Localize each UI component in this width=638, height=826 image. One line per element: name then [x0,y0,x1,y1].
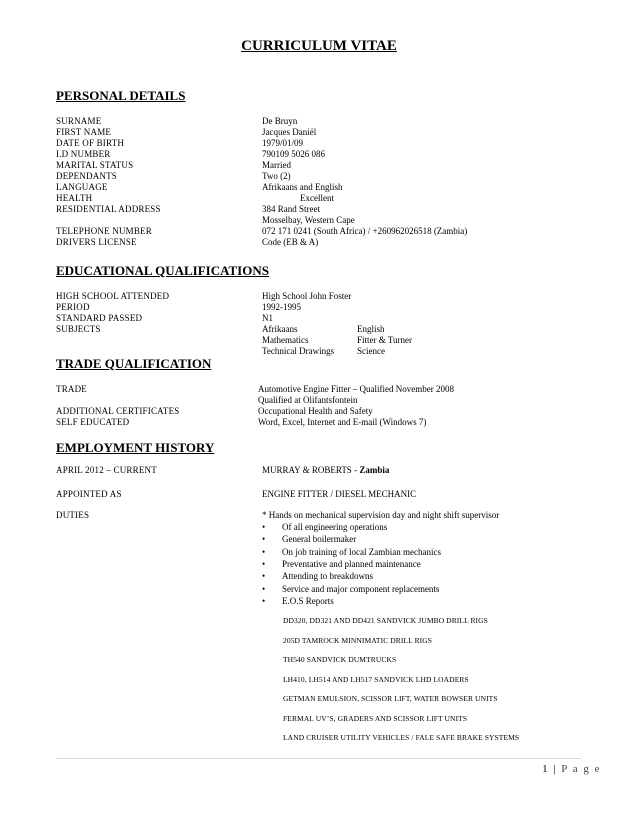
personal-row-label: DRIVERS LICENSE [56,237,137,247]
duty-text: Preventative and planned maintenance [282,558,421,569]
duty-text: Of all engineering operations [282,522,388,532]
duty-text: On job training of local Zambian mechanics [282,546,441,557]
education-row-label: SUBJECTS [56,324,101,334]
company-name: MURRAY & ROBERTS - [262,465,360,475]
duty-item [262,596,334,606]
footer-divider [56,758,581,759]
personal-row-label: LANGUAGE [56,182,108,192]
personal-row-value: 1979/01/09 [262,138,304,148]
personal-row-value: Jacques Daniël [262,127,317,137]
equipment-item: LAND CRUISER UTILITY VEHICLES / FALE SAFE BRAKE SYSTEMS [283,733,520,742]
bullet-icon: • [262,595,266,606]
education-row-value: 1992-1995 [262,302,301,312]
employment-company [262,465,389,475]
equipment-item: TH540 SANDVICK DUMTRUCKS [283,655,397,664]
personal-row-value: 790109 5026 086 [262,149,325,159]
page-number: 1 [542,763,550,775]
duty-item [262,547,441,557]
appointed-value: ENGINE FITTER / DIESEL MECHANIC [262,489,417,499]
personal-row-value: Excellent [300,193,334,203]
equipment-item: 205D TAMROCK MINNIMATIC DRILL RIGS [283,635,433,645]
education-row-label: STANDARD PASSED [56,313,143,323]
personal-row-label: I.D NUMBER [56,149,111,159]
personal-row-value: Mosselbay, Western Cape [262,215,355,225]
subject-science: Science [357,346,385,356]
bullet-icon: • [262,522,266,532]
page-word: P a g e [561,763,601,775]
education-row-value: High School John Foster [262,291,352,301]
education-row-label: HIGH SCHOOL ATTENDED [56,291,170,301]
duty-text: Service and major component replacements [282,583,440,594]
equipment-item: GETMAN EMULSION, SCISSOR LIFT, WATER BOWSER UNITS [283,694,498,703]
duty-item [262,571,373,581]
personal-row-label: RESIDENTIAL ADDRESS [56,204,161,214]
bullet-icon: • [262,583,266,594]
trade-row-value: Automotive Engine Fitter – Qualified November 2008 [258,384,454,394]
page-separator: | [553,763,558,775]
personal-row-label: DATE OF BIRTH [56,138,125,148]
personal-row-value: 072 171 0241 (South Africa) / +260962026518 (Zambia) [262,226,468,236]
duties-label: DUTIES [56,510,90,520]
duty-item [262,584,439,594]
personal-details-heading: PERSONAL DETAILS [56,88,186,103]
education-heading: EDUCATIONAL QUALIFICATIONS [56,263,269,278]
duties-intro: * Hands on mechanical supervision day and night shift supervisor [262,510,500,520]
trade-row-label: TRADE [56,384,87,394]
education-row-value: N1 [262,313,273,323]
personal-row-value: Code (EB & A) [262,237,319,247]
trade-row-value: Word, Excel, Internet and E-mail (Windows 7) [258,417,427,427]
personal-row-label: SURNAME [56,116,102,126]
appointed-label: APPOINTED AS [56,489,122,499]
personal-row-value: De Bruyn [262,116,298,126]
equipment-item: FERMAL UV’S, GRADERS AND SCISSOR LIFT UNITS [283,713,468,723]
company-country: Zambia [359,465,390,475]
subject-fitter-turner: Fitter & Turner [357,335,413,345]
trade-row-value: Occupational Health and Safety [258,406,373,416]
trade-row-label: ADDITIONAL CERTIFICATES [56,406,180,416]
personal-row-label: TELEPHONE NUMBER [56,226,152,236]
personal-row-value: Married [262,160,291,170]
bullet-icon: • [262,546,266,557]
personal-row-label: FIRST NAME [56,127,112,137]
equipment-item: LH410, LH514 AND LH517 SANDVICK LHD LOADERS [283,674,469,684]
bullet-icon: • [262,571,266,582]
duty-item [262,522,387,532]
trade-row-value: Qualified at Olifantsfontein [258,395,358,405]
subject-mathematics: Mathematics [262,335,309,345]
bullet-icon: • [262,534,266,545]
employment-period: APRIL 2012 – CURRENT [56,465,157,475]
personal-row-label: DEPENDANTS [56,171,118,181]
bullet-icon: • [262,558,266,569]
personal-row-value: Afrikaans and English [262,182,343,192]
duty-text: Attending to breakdowns [282,571,373,582]
education-row-value: Afrikaans [262,324,298,334]
employment-heading: EMPLOYMENT HISTORY [56,440,215,455]
subject-english: English [357,324,385,334]
page-footer [542,763,601,775]
duty-item [262,559,421,569]
duty-text: General boilermaker [282,534,357,545]
subject-technical-drawings: Technical Drawings [262,346,335,356]
trade-row-label: SELF EDUCATED [56,417,130,427]
personal-row-value: Two (2) [262,171,291,181]
duty-item [262,534,356,544]
personal-row-value: 384 Rand Street [262,204,320,214]
personal-row-label: HEALTH [56,193,93,203]
personal-row-label: MARITAL STATUS [56,160,134,170]
duty-text: E.O.S Reports [282,595,334,606]
document-title: CURRICULUM VITAE [241,38,397,54]
equipment-item: DD320, DD321 AND DD421 SANDVICK JUMBO DRILL RIGS [283,616,488,625]
education-row-label: PERIOD [56,302,90,312]
trade-heading: TRADE QUALIFICATION [56,356,212,371]
